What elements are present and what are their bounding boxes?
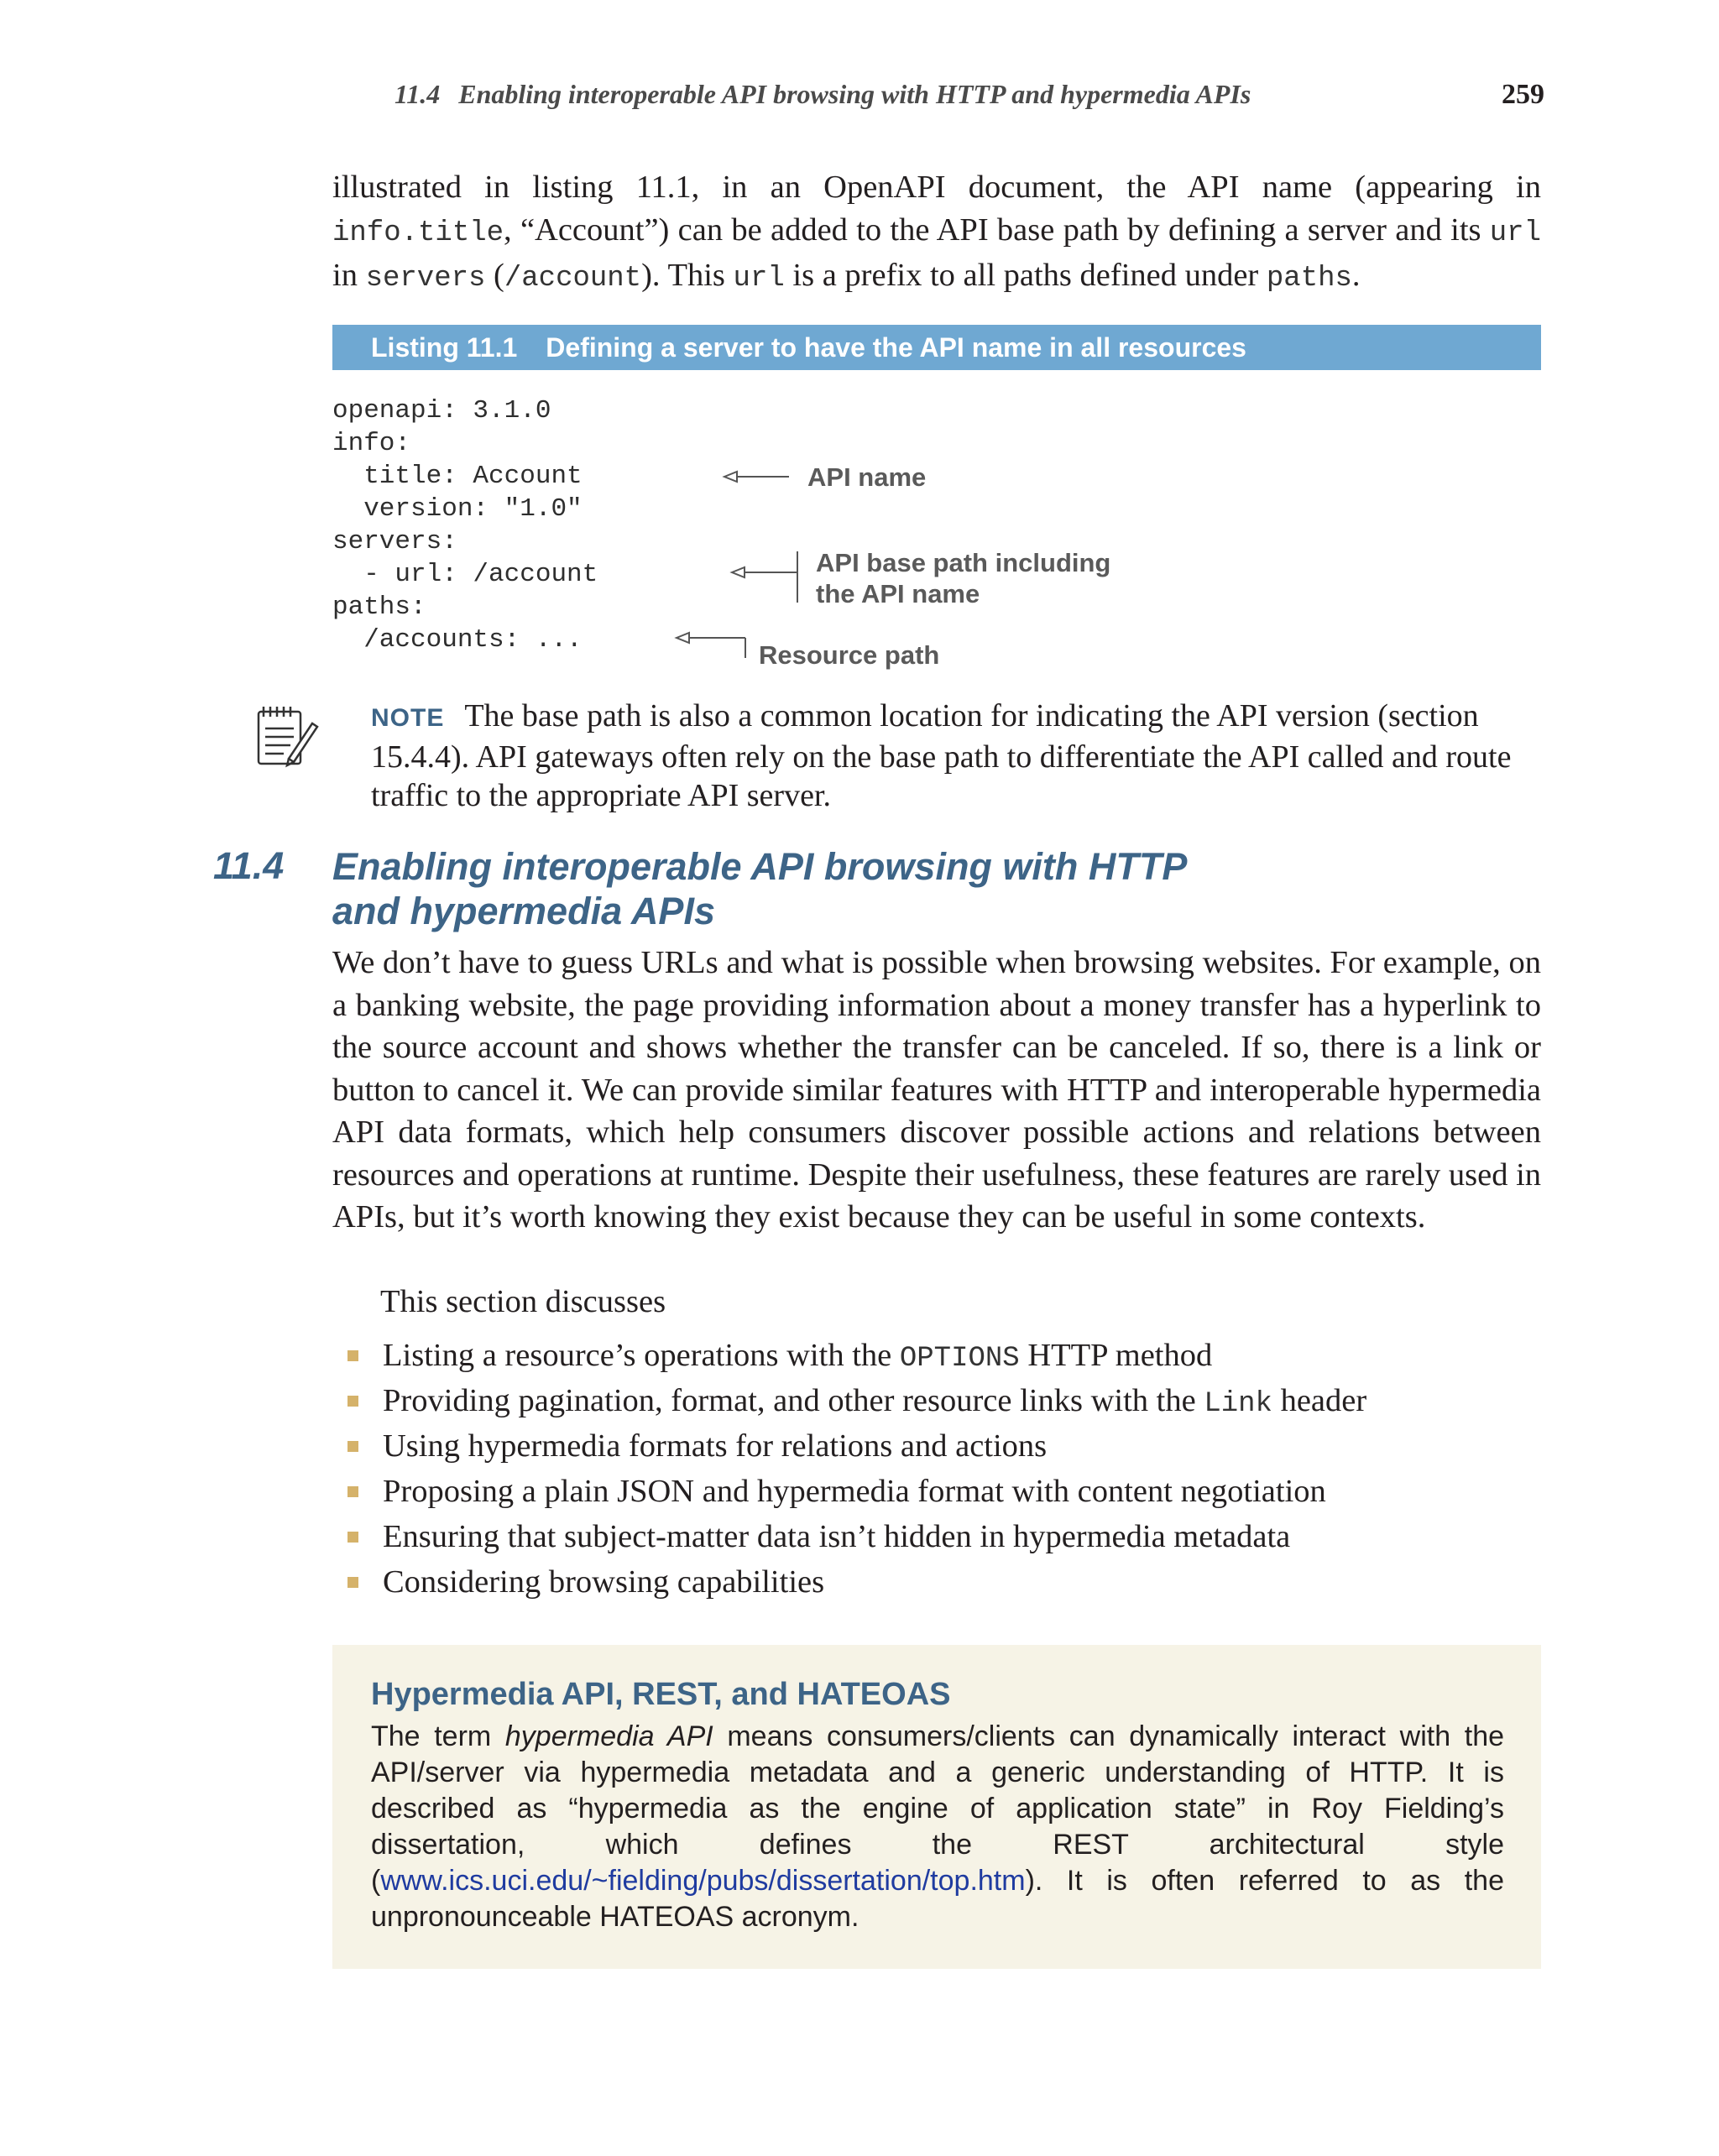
annotation-base-path-line2: the API name — [816, 579, 980, 608]
code-line: version: "1.0" — [332, 494, 583, 524]
bullet-item: Ensuring that subject-matter data isn’t hidden in hypermedia metadata — [383, 1516, 1290, 1558]
bullet-item: Considering browsing capabilities — [383, 1561, 824, 1603]
code-line: paths: — [332, 593, 426, 622]
code-link: Link — [1204, 1388, 1272, 1420]
annotation-base-path-line1: API base path including — [816, 548, 1111, 577]
code-line: title: Account — [332, 462, 583, 491]
code-servers: servers — [365, 263, 486, 295]
listing-header — [332, 325, 1541, 370]
bullet-item: Using hypermedia formats for relations and actions — [383, 1425, 1047, 1467]
sidebar-body: The term hypermedia API means consumers/clients can dynamically interact with the API/server via hypermedia metadata and a generic understanding of HTTP. It is described as “hypermedia as the engine of application state” in Roy Fielding’s dissertation, which defines the REST architectural style (www.ics.uci.edu/~fielding/pubs/dissertation/top.htm). It is often referred to as the unpronounceable HATEOAS acronym. — [371, 1720, 1505, 1933]
arrow-head-api-name — [724, 472, 737, 482]
note-text: The base path is also a common location for indicating the API version (section 15.4.4). API gateways often rely on the base path to differentiate the API called and route traffic to the appropriate API server. — [371, 698, 1512, 813]
bullet-marker — [347, 1350, 358, 1361]
code-line: - url: /account — [332, 560, 598, 589]
code-paths: paths — [1266, 263, 1352, 295]
note-label: NOTE — [371, 704, 445, 732]
page-number: 259 — [1502, 79, 1544, 110]
section-number: 11.4 — [213, 844, 285, 887]
code-url: url — [1489, 217, 1541, 249]
body-paragraph: We don’t have to guess URLs and what is possible when browsing websites. For example, on a banking website, the page providing information about a money transfer has a hyperlink to the source account and shows whether the transfer can be canceled. If so, there is a link or button to cancel it. We can provide similar features with HTTP and interoperable hypermedia API data formats, which help consumers discover possible actions and relations between resources and operations at runtime. Despite their usefulness, these features are rarely used in APIs, but it’s worth knowing they exist because they can be useful in some contexts. — [332, 945, 1542, 1235]
list-lead: This section discusses — [380, 1284, 666, 1319]
bullet-item: Providing pagination, format, and other resource links with the Link header — [383, 1380, 1366, 1425]
note — [371, 697, 1513, 815]
code-options: OPTIONS — [899, 1343, 1020, 1375]
sidebar-title: Hypermedia API, REST, and HATEOAS — [371, 1677, 951, 1712]
code-line: /accounts: ... — [332, 625, 583, 655]
arrow-head-base-path — [732, 567, 745, 577]
bullet-marker — [347, 1396, 358, 1407]
section-title-line-1: Enabling interoperable API browsing with HTTP — [332, 845, 1188, 888]
annotation-resource-path: Resource path — [759, 640, 940, 670]
intro-paragraph: illustrated in listing 11.1, in an OpenAPI document, the API name (appearing in info.title, “Account”) can be added to the API base path by defining a server and its url in servers (/account). This url is a prefix to all paths defined under paths. — [332, 170, 1541, 295]
running-header-title: Enabling interoperable API browsing with HTTP and hypermedia APIs — [458, 79, 1251, 109]
section-title-line-2: and hypermedia APIs — [332, 890, 715, 932]
code-info-title: info.title — [332, 217, 504, 249]
code-account-path: /account — [504, 263, 642, 295]
bullet-marker — [347, 1441, 358, 1452]
annotation-api-name: API name — [807, 462, 927, 492]
bullet-marker — [347, 1486, 358, 1497]
running-header-section-number: 11.4 — [394, 79, 441, 109]
sidebar-emphasis: hypermedia API — [504, 1720, 713, 1752]
dissertation-link[interactable]: www.ics.uci.edu/~fielding/pubs/dissertation/top.htm — [380, 1865, 1026, 1897]
notepad-icon — [252, 702, 322, 770]
listing-label: Listing 11.1 — [371, 332, 518, 363]
listing-title: Defining a server to have the API name in all resources — [546, 332, 1246, 363]
bullet-marker — [347, 1532, 358, 1543]
bullet-marker — [347, 1577, 358, 1588]
code-line: openapi: 3.1.0 — [332, 396, 551, 425]
code-url-2: url — [733, 263, 785, 295]
code-line: servers: — [332, 527, 457, 556]
running-header — [394, 79, 1251, 110]
bullet-item: Proposing a plain JSON and hypermedia format with content negotiation — [383, 1470, 1326, 1512]
bullet-item: Listing a resource’s operations with the OPTIONS HTTP method — [383, 1334, 1212, 1380]
section-title — [332, 844, 1340, 933]
code-line: info: — [332, 429, 411, 458]
arrow-head-resource-path — [677, 633, 689, 643]
